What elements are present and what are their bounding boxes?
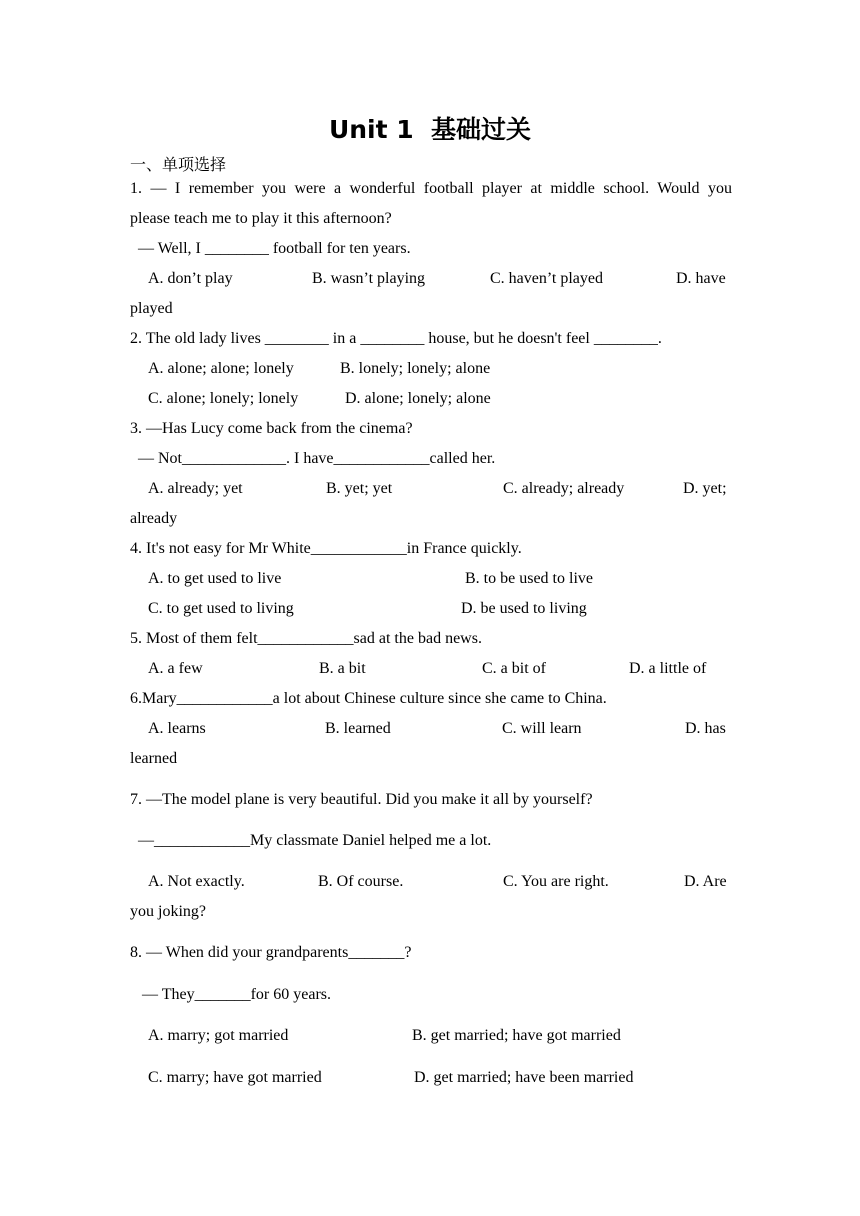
- question-8-line-2: — They_______for 60 years.: [130, 986, 331, 1003]
- question-6-line-1: 6.Mary____________a lot about Chinese culture since she came to China.: [130, 690, 607, 707]
- question-3-line-1: 3. —Has Lucy come back from the cinema?: [130, 420, 413, 437]
- option-b: B. Of course.: [318, 873, 404, 890]
- option-c: C. haven’t played: [490, 270, 604, 287]
- option-d: D. Are: [684, 873, 727, 890]
- option-d: D. a little of: [629, 660, 707, 677]
- page-title: Unit 1 基础过关: [328, 115, 532, 144]
- question-1-option-continuation: played: [130, 300, 173, 317]
- option-c: C. marry; have got married: [148, 1069, 322, 1086]
- section-heading: 一、单项选择: [130, 155, 227, 174]
- option-c: C. You are right.: [503, 873, 609, 890]
- option-a: A. learns: [148, 720, 206, 737]
- question-6-option-continuation: learned: [130, 750, 178, 767]
- question-7-line-2: —____________My classmate Daniel helped me a lot.: [130, 832, 492, 849]
- option-b: B. lonely; lonely; alone: [340, 360, 491, 377]
- question-1-line-1: 1. — I remember you were a wonderful football player at middle school. Would you: [130, 180, 732, 197]
- question-5-line-1: 5. Most of them felt____________sad at the bad news.: [130, 630, 482, 647]
- option-d: D. has: [685, 720, 726, 737]
- question-3-line-2: — Not_____________. I have____________called her.: [130, 450, 496, 467]
- option-c: C. already; already: [503, 480, 625, 497]
- option-a: A. don’t play: [148, 270, 233, 287]
- option-b: B. wasn’t playing: [312, 270, 426, 287]
- option-b: B. yet; yet: [326, 480, 393, 497]
- option-a: A. to get used to live: [148, 570, 282, 587]
- question-1-line-3: — Well, I ________ football for ten years.: [130, 240, 411, 257]
- option-c: C. a bit of: [482, 660, 546, 677]
- option-a: A. alone; alone; lonely: [148, 360, 294, 377]
- option-c: C. alone; lonely; lonely: [148, 390, 299, 407]
- option-c: C. to get used to living: [148, 600, 294, 617]
- question-2-line-1: 2. The old lady lives ________ in a ________ house, but he doesn't feel ________.: [130, 330, 662, 347]
- question-4-line-1: 4. It's not easy for Mr White____________in France quickly.: [130, 540, 522, 557]
- option-a: A. already; yet: [148, 480, 243, 497]
- question-8-line-1: 8. — When did your grandparents_______?: [130, 944, 412, 961]
- option-b: B. to be used to live: [465, 570, 593, 587]
- option-b: B. learned: [325, 720, 391, 737]
- option-d: D. be used to living: [461, 600, 587, 617]
- question-7-option-continuation: you joking?: [130, 903, 206, 920]
- option-b: B. get married; have got married: [412, 1027, 621, 1044]
- option-a: A. Not exactly.: [148, 873, 245, 890]
- question-7-line-1: 7. —The model plane is very beautiful. Did you make it all by yourself?: [130, 791, 593, 808]
- option-d: D. have: [676, 270, 726, 287]
- option-d: D. yet;: [683, 480, 727, 497]
- option-d: D. alone; lonely; alone: [345, 390, 491, 407]
- option-d: D. get married; have been married: [414, 1069, 634, 1086]
- option-a: A. marry; got married: [148, 1027, 289, 1044]
- question-3-option-continuation: already: [130, 510, 178, 527]
- question-1-line-2: please teach me to play it this afternoon?: [130, 210, 392, 227]
- option-b: B. a bit: [319, 660, 366, 677]
- option-c: C. will learn: [502, 720, 582, 737]
- option-a: A. a few: [148, 660, 203, 677]
